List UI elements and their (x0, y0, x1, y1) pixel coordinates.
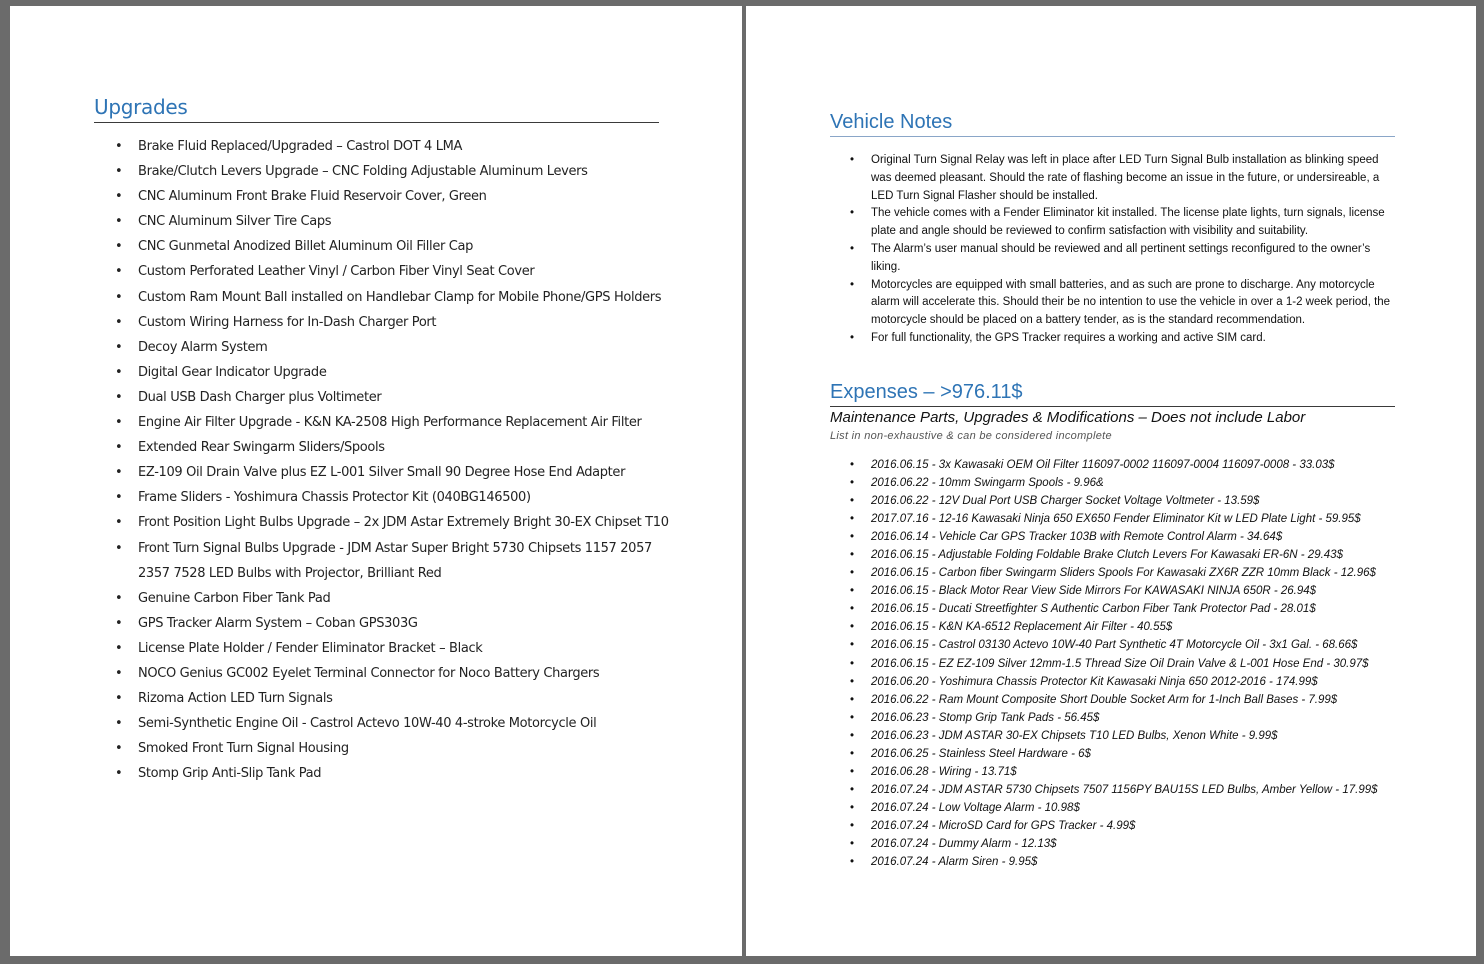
upgrade-list-item: • Dual USB Dash Charger plus Voltimeter (113, 385, 673, 410)
expense-list-item: • 2016.06.28 - Wiring - 13.71$ (850, 763, 1410, 781)
upgrade-list-item: • Extended Rear Swingarm Sliders/Spools (113, 435, 673, 460)
upgrade-list-item: • License Plate Holder / Fender Eliminator Bracket – Black (113, 636, 673, 661)
expense-list-item: • 2016.06.15 - EZ EZ-109 Silver 12mm-1.5 Thread Size Oil Drain Valve & L-001 Hose End - 30.97$ (850, 655, 1410, 673)
expense-list-item: • 2016.06.15 - Adjustable Folding Foldable Brake Clutch Levers For Kawasaki ER-6N - 29.43$ (850, 546, 1410, 564)
vehicle-note-item: • The Alarm’s user manual should be reviewed and all pertinent settings reconfigured to the owner’s liking. (850, 241, 1395, 277)
expense-list-item: • 2016.06.22 - Ram Mount Composite Short Double Socket Arm for 1-Inch Ball Bases - 7.99$ (850, 691, 1410, 709)
vehicle-notes-heading: Vehicle Notes (830, 109, 1395, 137)
expense-list-item: • 2016.06.15 - Castrol 03130 Actevo 10W-40 Part Synthetic 4T Motorcycle Oil - 3x1 Gal. - 68.66$ (850, 636, 1410, 654)
expense-list-item: • 2016.06.20 - Yoshimura Chassis Protector Kit Kawasaki Ninja 650 2012-2016 - 174.99$ (850, 673, 1410, 691)
upgrade-list-item: • Frame Sliders - Yoshimura Chassis Protector Kit (040BG146500) (113, 485, 673, 510)
vehicle-note-item: • For full functionality, the GPS Tracker requires a working and active SIM card. (850, 330, 1395, 348)
expense-list-item: • 2016.06.15 - Carbon fiber Swingarm Sliders Spools For Kawasaki ZX6R ZZR 10mm Black - 12.96$ (850, 564, 1410, 582)
upgrade-list-item: • Genuine Carbon Fiber Tank Pad (113, 586, 673, 611)
upgrade-list-item: • Custom Wiring Harness for In-Dash Charger Port (113, 310, 673, 335)
upgrade-list-item: • Custom Perforated Leather Vinyl / Carbon Fiber Vinyl Seat Cover (113, 259, 673, 284)
expenses-note: List in non-exhaustive & can be considered incomplete (830, 430, 1112, 442)
upgrade-list-item: • Brake/Clutch Levers Upgrade – CNC Folding Adjustable Aluminum Levers (113, 159, 673, 184)
upgrades-list (113, 134, 673, 786)
upgrade-list-item: • Digital Gear Indicator Upgrade (113, 360, 673, 385)
expense-list-item: • 2016.07.24 - Dummy Alarm - 12.13$ (850, 835, 1410, 853)
upgrade-list-item: • Engine Air Filter Upgrade - K&N KA-2508 High Performance Replacement Air Filter (113, 410, 673, 435)
upgrade-list-item: • CNC Gunmetal Anodized Billet Aluminum Oil Filler Cap (113, 234, 673, 259)
expense-list-item: • 2016.07.24 - MicroSD Card for GPS Tracker - 4.99$ (850, 817, 1410, 835)
expense-list-item: • 2016.06.23 - JDM ASTAR 30-EX Chipsets T10 LED Bulbs, Xenon White - 9.99$ (850, 727, 1410, 745)
expenses-subheading: Maintenance Parts, Upgrades & Modifications – Does not include Labor (830, 409, 1306, 426)
upgrade-list-item: • CNC Aluminum Front Brake Fluid Reservoir Cover, Green (113, 184, 673, 209)
upgrade-list-item: • Decoy Alarm System (113, 335, 673, 360)
expenses-list (850, 456, 1410, 871)
expense-list-item: • 2017.07.16 - 12-16 Kawasaki Ninja 650 EX650 Fender Eliminator Kit w LED Plate Light - 59.95$ (850, 510, 1410, 528)
vehicle-note-item: • The vehicle comes with a Fender Eliminator kit installed. The license plate lights, turn signals, license plate and angle should be reviewed to confirm satisfaction with visibility and suitability. (850, 205, 1395, 241)
vehicle-notes-list (850, 152, 1395, 348)
upgrade-list-item: • EZ-109 Oil Drain Valve plus EZ L-001 Silver Small 90 Degree Hose End Adapter (113, 460, 673, 485)
upgrade-list-item: • Front Position Light Bulbs Upgrade – 2x JDM Astar Extremely Bright 30-EX Chipset T10 (113, 510, 673, 535)
vehicle-note-item: • Original Turn Signal Relay was left in place after LED Turn Signal Bulb installation as blinking speed was deemed pleasant. Should the rate of flashing become an issue in the future, or undersireable, a LED Turn Signal Flasher should be installed. (850, 152, 1395, 205)
vehicle-note-item: • Motorcycles are equipped with small batteries, and as such are prone to discharge. Any motorcycle alarm will accelerate this. Should their be no intention to use the vehicle in over a 1-2 week period, the motorcycle should be placed on a battery tender, as is the standard recommendation. (850, 277, 1395, 330)
expense-list-item: • 2016.06.15 - Black Motor Rear View Side Mirrors For KAWASAKI NINJA 650R - 26.94$ (850, 582, 1410, 600)
upgrade-list-item: • Custom Ram Mount Ball installed on Handlebar Clamp for Mobile Phone/GPS Holders (113, 285, 673, 310)
upgrade-list-item: • Stomp Grip Anti-Slip Tank Pad (113, 761, 673, 786)
upgrade-list-item: • Brake Fluid Replaced/Upgraded – Castrol DOT 4 LMA (113, 134, 673, 159)
upgrade-list-item: • Semi-Synthetic Engine Oil - Castrol Actevo 10W-40 4-stroke Motorcycle Oil (113, 711, 673, 736)
expense-list-item: • 2016.06.22 - 10mm Swingarm Spools - 9.96& (850, 474, 1410, 492)
expense-list-item: • 2016.07.24 - Low Voltage Alarm - 10.98$ (850, 799, 1410, 817)
expense-list-item: • 2016.06.15 - Ducati Streetfighter S Authentic Carbon Fiber Tank Protector Pad - 28.01$ (850, 600, 1410, 618)
expense-list-item: • 2016.06.22 - 12V Dual Port USB Charger Socket Voltage Voltmeter - 13.59$ (850, 492, 1410, 510)
expense-list-item: • 2016.06.25 - Stainless Steel Hardware - 6$ (850, 745, 1410, 763)
document-page-right (746, 6, 1476, 956)
expense-list-item: • 2016.06.15 - 3x Kawasaki OEM Oil Filter 116097-0002 116097-0004 116097-0008 - 33.03$ (850, 456, 1410, 474)
upgrade-list-item: • Rizoma Action LED Turn Signals (113, 686, 673, 711)
document-page-left (10, 6, 742, 956)
upgrade-list-item: • CNC Aluminum Silver Tire Caps (113, 209, 673, 234)
upgrade-list-item: • GPS Tracker Alarm System – Coban GPS303G (113, 611, 673, 636)
upgrade-list-item: • NOCO Genius GC002 Eyelet Terminal Connector for Noco Battery Chargers (113, 661, 673, 686)
expense-list-item: • 2016.06.15 - K&N KA-6512 Replacement Air Filter - 40.55$ (850, 618, 1410, 636)
upgrade-list-item: • Front Turn Signal Bulbs Upgrade - JDM Astar Super Bright 5730 Chipsets 1157 2057 2357 7528 LED Bulbs with Projector, Brilliant Red (113, 536, 673, 586)
expense-list-item: • 2016.07.24 - JDM ASTAR 5730 Chipsets 7507 1156PY BAU15S LED Bulbs, Amber Yellow - 17.99$ (850, 781, 1410, 799)
upgrades-heading: Upgrades (94, 94, 659, 123)
expenses-heading: Expenses – >976.11$ (830, 379, 1395, 407)
upgrade-list-item: • Smoked Front Turn Signal Housing (113, 736, 673, 761)
expense-list-item: • 2016.07.24 - Alarm Siren - 9.95$ (850, 853, 1410, 871)
expense-list-item: • 2016.06.23 - Stomp Grip Tank Pads - 56.45$ (850, 709, 1410, 727)
expense-list-item: • 2016.06.14 - Vehicle Car GPS Tracker 103B with Remote Control Alarm - 34.64$ (850, 528, 1410, 546)
